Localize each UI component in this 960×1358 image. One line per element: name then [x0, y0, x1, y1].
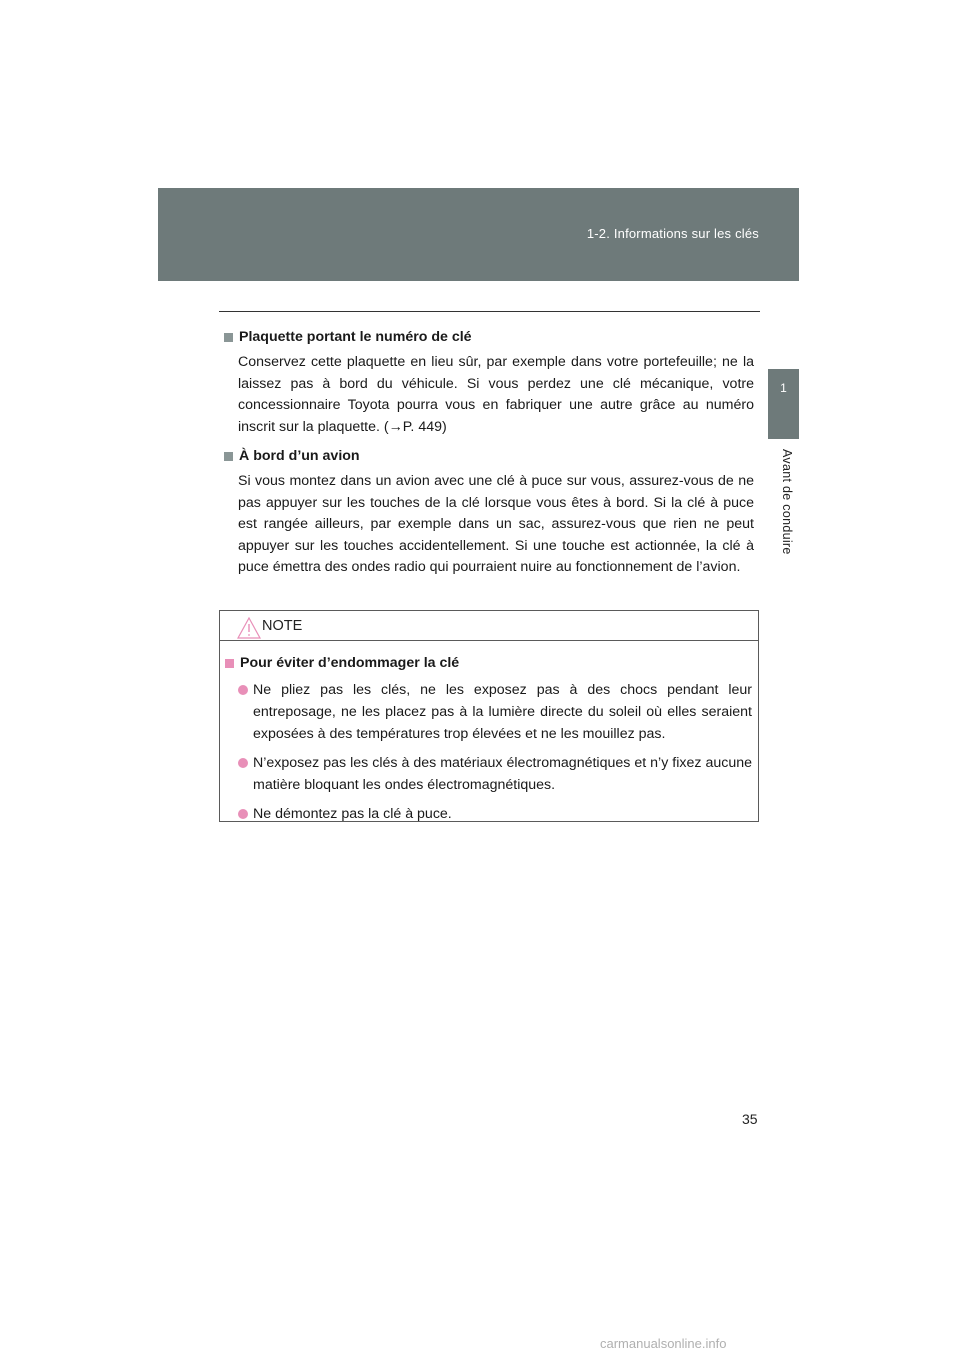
chapter-number-tab — [768, 369, 799, 439]
note-bullet-text: N’exposez pas les clés à des matériaux électromagnétiques et n’y fixez aucune matière bloquant les ondes électromagnétiques. — [253, 755, 752, 793]
section-title-text: Plaquette portant le numéro de clé — [239, 329, 472, 345]
section-body: Si vous montez dans un avion avec une clé à puce sur vous, assurez-vous de ne pas appuyer sur les touches de la clé lorsque vous êtes à bord. Si la clé à puce est rangée ailleurs, par exemple dans un sac, assurez-vous que rien ne peut appuyer sur les touches accidentellement. Si une touche est actionnée, la clé à puce émettra des ondes radio qui pourraient nuire au fonctionnement de l’avion. — [238, 473, 754, 575]
top-rule — [219, 311, 760, 312]
chapter-side-label: Avant de conduire — [780, 449, 794, 555]
watermark-text: carmanualsonline.info — [600, 1336, 727, 1351]
section-title — [224, 329, 754, 345]
section-body: Conservez cette plaquette en lieu sûr, par exemple dans votre portefeuille; ne la laissez pas à bord du véhicule. Si vous perdez une clé mécanique, votre concessionnaire Toyota pourra vous en fabriquer une autre grâce au numéro inscrit sur la plaquette. (→P. 449) — [238, 354, 754, 435]
note-heading — [224, 655, 752, 671]
chapter-number: 1 — [780, 381, 787, 395]
chapter-title: 1-2. Informations sur les clés — [586, 226, 759, 241]
warning-triangle-icon — [237, 617, 261, 639]
note-bullet-text: Ne pliez pas les clés, ne les exposez pas à des chocs pendant leur entreposage, ne les placez pas à la lumière directe du soleil où elles seraient exposées à des températures trop élevées et ne les mouillez pas. — [253, 682, 752, 742]
circle-bullet-icon — [238, 758, 248, 768]
page-number: 35 — [742, 1111, 758, 1127]
main-content — [224, 329, 754, 589]
note-title: NOTE — [262, 618, 303, 634]
header-band — [158, 188, 799, 281]
section-title — [224, 448, 754, 464]
circle-bullet-icon — [238, 685, 248, 695]
square-bullet-icon — [224, 333, 233, 342]
note-bullet-text: Ne démontez pas la clé à puce. — [253, 806, 452, 822]
note-box — [219, 610, 759, 822]
square-bullet-icon — [224, 452, 233, 461]
note-header — [220, 611, 758, 641]
note-bullet — [238, 803, 752, 825]
note-heading-text: Pour éviter d’endommager la clé — [240, 655, 460, 671]
square-bullet-icon — [225, 659, 234, 668]
note-bullet — [238, 679, 752, 745]
side-tab — [768, 281, 799, 581]
section-title-text: À bord d’un avion — [239, 448, 360, 464]
section-key-plate — [224, 329, 754, 438]
section-airplane — [224, 448, 754, 579]
note-bullet — [238, 752, 752, 796]
circle-bullet-icon — [238, 809, 248, 819]
note-body — [220, 641, 758, 825]
